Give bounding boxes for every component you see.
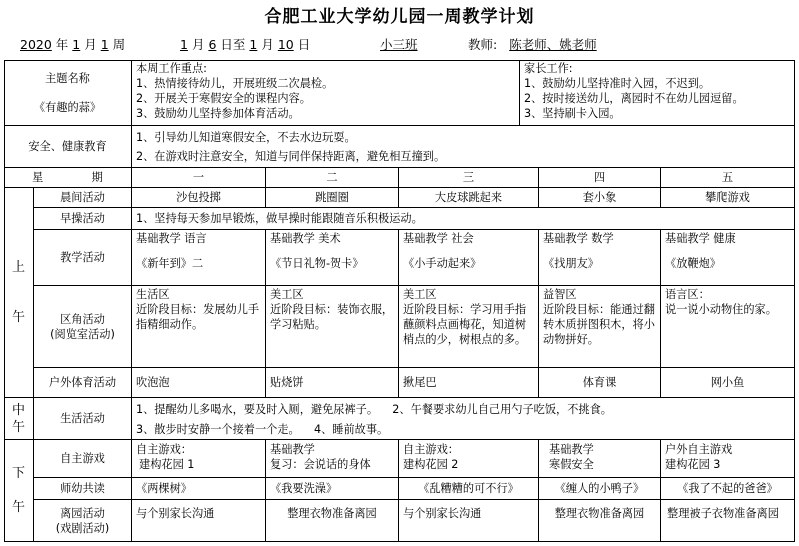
theme-label: 主题名称 [45,71,90,85]
leaving-cell: 与个别家长沟通 [399,500,539,542]
row-label-life: 生活活动 [34,398,132,440]
outdoor-cell: 揪尾巴 [399,368,539,398]
period-morning [4,188,34,398]
date-range [180,35,310,53]
teaching-cell [539,230,661,286]
period-afternoon-b: 午 [11,499,25,515]
area-goal: 近阶段目标：发展幼儿手指精细动作。 [136,303,260,331]
parent-item: 3、坚持刷卡入园。 [524,107,621,120]
reading-cell: 《两棵树》 [132,478,266,500]
exercise-cell: 1、坚持每天参加早锻炼，做早操时能跟随音乐积极运动。 [132,208,795,230]
period-morning-a: 上 [11,259,25,275]
area-goal: 说一说小动物住的家。 [665,303,777,316]
focus-title: 本周工作重点: [136,62,207,75]
reading-cell: 《乱糟糟的可不行》 [399,478,539,500]
area-zone: 益智区 [543,288,577,301]
focus-cell [132,60,520,126]
free-play-cell [661,440,795,478]
teacher [468,35,597,53]
row-label-morning-activity: 晨间活动 [34,188,132,208]
week-number: 1 [100,37,109,52]
week-meta [20,35,125,53]
area-cell [539,286,661,368]
outdoor-cell: 网小鱼 [661,368,795,398]
teaching-lesson: 《找朋友》 [543,257,599,270]
theme-name: 《有趣的蒜》 [33,100,102,114]
area-cell [132,286,266,368]
free-play-a: 户外自主游戏 [665,443,733,456]
weekday-label-a: 星 [32,171,44,184]
row-label-teaching: 教学活动 [34,230,132,286]
period-afternoon-a: 下 [11,465,25,481]
leaving-label-a: 离园活动 [60,506,105,520]
day-friday: 五 [661,168,795,188]
area-zone: 生活区 [136,288,170,301]
leaving-cell: 与个别家长沟通 [132,500,266,542]
area-zone: 美工区 [270,288,304,301]
row-label-exercise: 早操活动 [34,208,132,230]
safety-label: 安全、健康教育 [4,126,132,168]
year: 2020 [20,37,52,52]
day-wednesday: 三 [399,168,539,188]
focus-item: 3、鼓励幼儿坚持参加体育活动。 [136,107,300,120]
row-label-leaving [34,500,132,542]
teaching-subject: 基础教学 美术 [270,232,341,245]
free-play-b: 建构花园 1 [139,458,195,471]
parent-title: 家长工作: [524,62,573,75]
morning-activity-cell: 攀爬游戏 [661,188,795,208]
area-goal: 近阶段目标：学习用手指蘸颜料点画梅花，知道树梢点的少，树根点的多。 [403,303,527,346]
teaching-cell [399,230,539,286]
year-sep: 年 [55,37,69,52]
reading-cell: 《缠人的小鸭子》 [539,478,661,500]
period-morning-b: 午 [11,309,25,325]
outdoor-cell: 吹泡泡 [132,368,266,398]
theme-cell [4,60,132,126]
life-cell [132,398,795,440]
morning-activity-cell: 套小象 [539,188,661,208]
teaching-cell [266,230,399,286]
area-goal: 近阶段目标：能通过翻转木质拼图积木，将小动物拼好。 [543,303,655,346]
teaching-lesson: 《节日礼物-贺卡》 [270,257,364,270]
teaching-cell [132,230,266,286]
teaching-lesson: 《放鞭炮》 [665,257,721,270]
date-to-day: 10 [277,37,294,52]
row-label-outdoor: 户外体育活动 [34,368,132,398]
area-cell [661,286,795,368]
period-noon [4,398,34,440]
teaching-subject: 基础教学 数学 [543,232,614,245]
row-label-free-play: 自主游戏 [34,440,132,478]
morning-activity-cell: 跳圈圈 [266,188,399,208]
row-label-reading: 师幼共读 [34,478,132,500]
focus-item: 1、热情接待幼儿，开展班级二次晨检。 [136,77,334,90]
page-title: 合肥工业大学幼儿园一周教学计划 [264,7,535,27]
free-play-cell [266,440,399,478]
date-from-month-sep: 月 [191,37,205,52]
date-to-day-sep: 日 [297,37,311,52]
teaching-lesson: 《小手动起来》 [403,257,482,270]
leaving-cell: 整理衣物准备离园 [266,500,399,542]
free-play-cell [399,440,539,478]
period-noon-a: 中 [11,402,25,418]
safety-item: 1、引导幼儿知道寒假安全，不去水边玩耍。 [136,131,356,144]
parent-item: 2、按时接送幼儿，离园时不在幼儿园逗留。 [524,92,744,105]
area-zone: 语言区： [665,288,710,301]
date-from-month: 1 [180,37,188,52]
safety-item: 2、在游戏时注意安全，知道与同伴保持距离，避免相互撞到。 [136,150,446,163]
class-name: 小三班 [380,37,418,52]
weekday-label-b: 期 [91,171,103,184]
reading-cell: 《我要洗澡》 [266,478,399,500]
teacher-label: 教师: [468,37,498,52]
free-play-b: 建构花园 2 [403,458,459,471]
month: 1 [72,37,81,52]
life-line: 3、散步时安静一个接着一个走。 4、睡前故事。 [136,423,389,436]
outdoor-cell: 体育课 [539,368,661,398]
free-play-b: 建构花园 3 [665,458,721,471]
week-sep: 周 [112,37,126,52]
teaching-subject: 基础教学 社会 [403,232,474,245]
day-monday: 一 [132,168,266,188]
morning-activity-cell: 沙包投掷 [132,188,266,208]
month-sep: 月 [84,37,97,52]
free-play-a: 基础教学 [549,443,594,456]
area-goal: 近阶段目标：装饰衣服，学习粘贴。 [270,303,394,331]
day-thursday: 四 [539,168,661,188]
life-line: 1、提醒幼儿多喝水，要及时入厕，避免尿裤子。 2、午餐要求幼儿自己用勺子吃饭，不挑食。 [136,403,612,416]
focus-item: 2、开展关于寒假安全的课程内容。 [136,92,311,105]
free-play-a: 自主游戏： [403,443,459,456]
day-tuesday: 二 [266,168,399,188]
date-from-day-sep: 日至 [220,37,246,52]
plan-table [4,60,795,542]
parent-work-cell [520,60,795,126]
morning-activity-cell: 大皮球跳起来 [399,188,539,208]
date-to-month-sep: 月 [261,37,274,52]
date-from-day: 6 [208,37,217,52]
period-afternoon [4,440,34,542]
safety-cell [132,126,795,168]
outdoor-cell: 贴烧饼 [266,368,399,398]
free-play-a: 基础教学 [270,443,315,456]
area-cell [399,286,539,368]
teacher-names: 陈老师、姚老师 [509,37,597,52]
area-cell [266,286,399,368]
reading-cell: 《我了不起的爸爸》 [661,478,795,500]
area-label-b: (阅览室活动) [50,327,115,341]
leaving-cell: 整理被子衣物准备离园 [661,500,795,542]
free-play-cell [132,440,266,478]
free-play-cell [539,440,661,478]
teaching-subject: 基础教学 健康 [665,232,736,245]
area-zone: 美工区 [403,288,437,301]
leaving-cell: 整理衣物准备离园 [539,500,661,542]
teaching-lesson: 《新年到》二 [136,257,204,270]
teaching-cell [661,230,795,286]
row-label-area [34,286,132,368]
free-play-b: 寒假安全 [549,458,594,471]
area-label-a: 区角活动 [60,312,105,326]
free-play-a: 自主游戏： [136,443,192,456]
date-to-month: 1 [249,37,258,52]
teaching-subject: 基础教学 语言 [136,232,207,245]
weekday-header [4,168,132,188]
parent-item: 1、鼓励幼儿坚持准时入园，不迟到。 [524,77,711,90]
period-noon-b: 午 [11,419,25,435]
free-play-b: 复习：会说话的身体 [270,458,371,471]
leaving-label-b: (戏剧活动) [55,521,110,535]
